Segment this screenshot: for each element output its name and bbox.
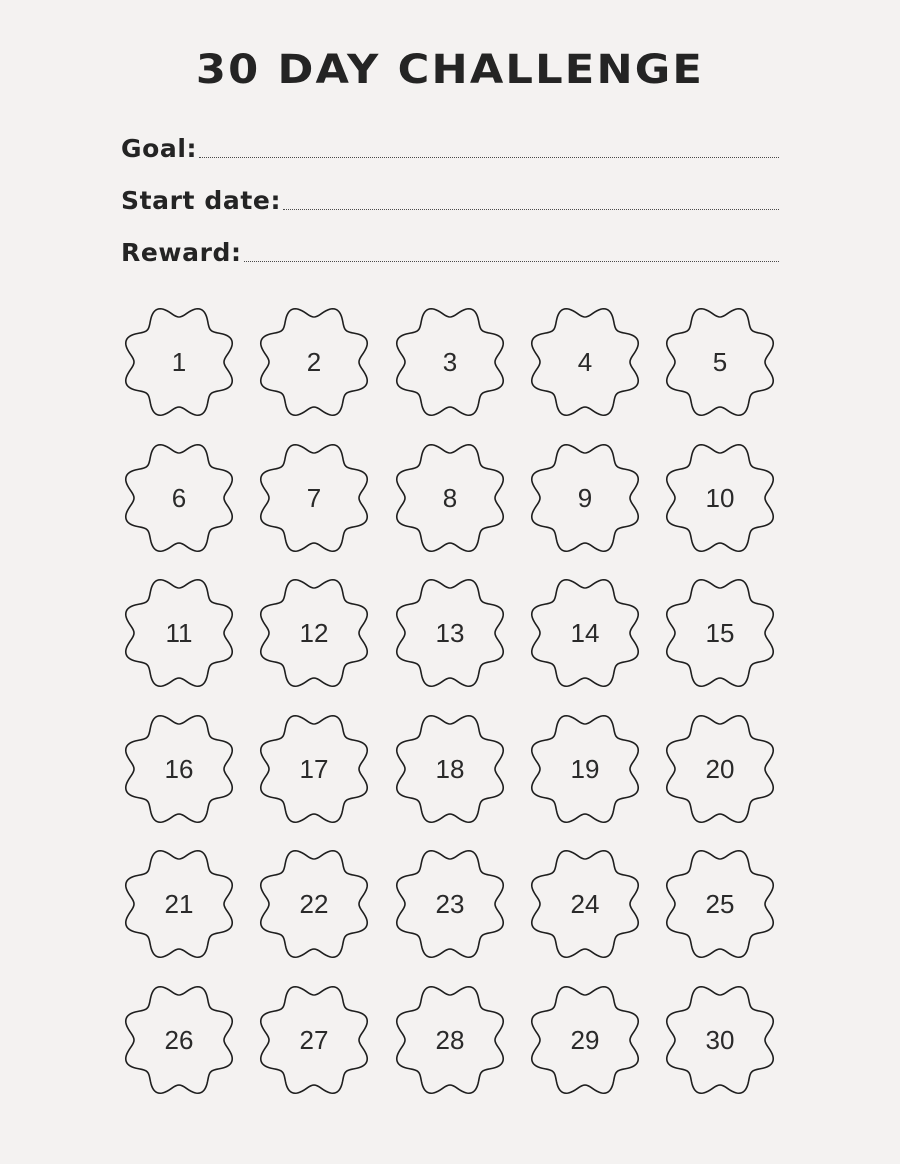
day-number: 16	[164, 754, 194, 784]
day-badge-30[interactable]	[667, 987, 773, 1093]
day-number: 14	[570, 618, 600, 648]
day-number: 30	[705, 1025, 735, 1055]
day-number: 21	[164, 889, 194, 919]
day-badge-11[interactable]	[126, 580, 232, 686]
reward-label: Reward:	[121, 238, 242, 267]
day-badge-29[interactable]	[532, 987, 638, 1093]
day-number: 25	[705, 889, 735, 919]
day-number: 3	[442, 347, 458, 377]
day-badge-13[interactable]	[397, 580, 503, 686]
day-number: 29	[570, 1025, 600, 1055]
day-badge-24[interactable]	[532, 851, 638, 957]
day-badge-22[interactable]	[261, 851, 367, 957]
day-number: 18	[435, 754, 465, 784]
goal-label: Goal:	[121, 134, 198, 163]
day-badge-2[interactable]	[261, 309, 367, 415]
day-badge-16[interactable]	[126, 716, 232, 822]
day-number: 9	[577, 483, 593, 513]
day-badge-19[interactable]	[532, 716, 638, 822]
day-number: 22	[299, 889, 329, 919]
day-badge-7[interactable]	[261, 445, 367, 551]
day-number: 5	[712, 347, 728, 377]
page-title: 30 DAY CHALLENGE	[195, 47, 705, 93]
day-number: 6	[171, 483, 187, 513]
day-number: 28	[435, 1025, 465, 1055]
day-number: 1	[171, 347, 187, 377]
day-number: 11	[165, 618, 193, 648]
day-badge-3[interactable]	[397, 309, 503, 415]
day-number: 20	[705, 754, 735, 784]
day-badge-28[interactable]	[397, 987, 503, 1093]
day-number: 17	[299, 754, 329, 784]
day-badge-27[interactable]	[261, 987, 367, 1093]
day-number: 2	[306, 347, 322, 377]
day-badge-25[interactable]	[667, 851, 773, 957]
day-badge-26[interactable]	[126, 987, 232, 1093]
day-number: 27	[299, 1025, 329, 1055]
day-number: 7	[306, 483, 322, 513]
day-number: 19	[570, 754, 600, 784]
day-number: 26	[164, 1025, 194, 1055]
day-number: 8	[442, 483, 458, 513]
day-badge-12[interactable]	[261, 580, 367, 686]
day-badge-23[interactable]	[397, 851, 503, 957]
day-number: 4	[577, 347, 593, 377]
day-number: 24	[570, 889, 600, 919]
day-number: 15	[705, 618, 735, 648]
day-badge-15[interactable]	[667, 580, 773, 686]
day-badge-17[interactable]	[261, 716, 367, 822]
day-badge-5[interactable]	[667, 309, 773, 415]
day-badge-18[interactable]	[397, 716, 503, 822]
day-badge-4[interactable]	[532, 309, 638, 415]
day-badge-14[interactable]	[532, 580, 638, 686]
day-number: 12	[299, 618, 329, 648]
day-number: 13	[435, 618, 465, 648]
day-badge-9[interactable]	[532, 445, 638, 551]
day-badge-8[interactable]	[397, 445, 503, 551]
start-date-label: Start date:	[121, 186, 282, 215]
day-badge-6[interactable]	[126, 445, 232, 551]
day-number: 10	[705, 483, 735, 513]
day-badge-10[interactable]	[667, 445, 773, 551]
day-badge-21[interactable]	[126, 851, 232, 957]
day-badge-1[interactable]	[126, 309, 232, 415]
day-badge-20[interactable]	[667, 716, 773, 822]
day-number: 23	[435, 889, 465, 919]
